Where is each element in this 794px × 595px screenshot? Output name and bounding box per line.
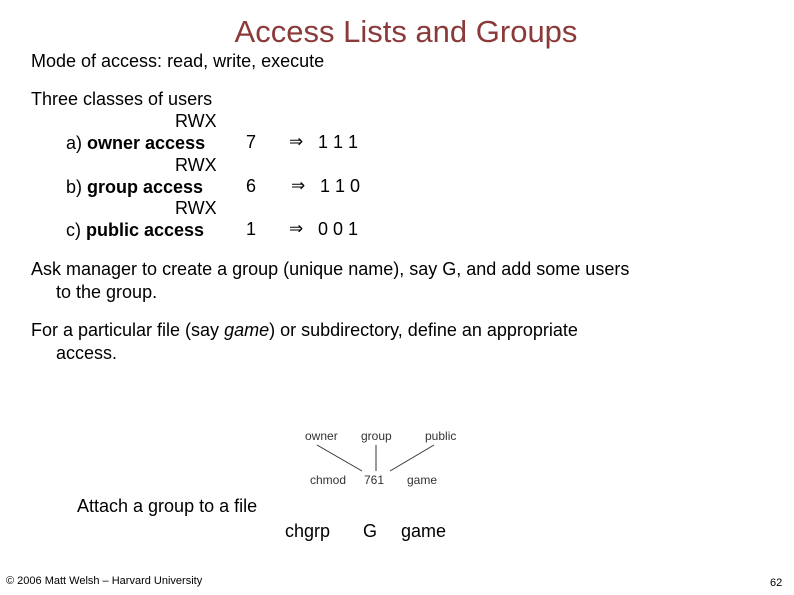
class-public: [66, 219, 204, 241]
diagram-file-label: game: [407, 473, 438, 487]
file-access-example: game: [224, 320, 270, 340]
rwx-header-public: RWX: [175, 198, 217, 218]
file-access-post: ) or subdirectory, define an appropriate: [269, 320, 578, 340]
slide-title: [0, 14, 794, 50]
ask-manager-line1: Ask manager to create a group (unique name), say G, and add some users: [31, 259, 630, 279]
diagram-mode-value: 761: [364, 473, 385, 487]
class-name: group access: [87, 177, 204, 197]
rwx-header-owner: RWX: [175, 111, 217, 131]
file-access-pre: For a particular file (say: [31, 320, 225, 340]
implies-arrow-icon: ⇒: [289, 219, 304, 238]
diagram-public-label: public: [425, 429, 457, 443]
file-access-line2: access.: [56, 343, 118, 363]
class-name: owner access: [87, 133, 206, 153]
chgrp-group: G: [363, 521, 378, 541]
class-bits-owner: 1 1 1: [318, 132, 359, 152]
page-number: 62: [770, 577, 783, 589]
rwx-header-group: RWX: [175, 155, 217, 175]
classes-heading: Three classes of users: [31, 89, 213, 109]
footer-copyright: © 2006 Matt Welsh – Harvard University: [6, 575, 203, 587]
class-value-group: 6: [246, 176, 257, 196]
class-group: [66, 176, 203, 198]
class-value-owner: 7: [246, 132, 257, 152]
chgrp-file: game: [401, 521, 447, 541]
class-value-public: 1: [246, 219, 257, 239]
diagram-group-label: group: [361, 429, 392, 443]
chgrp-command: chgrp: [285, 521, 331, 541]
diagram-chmod-label: chmod: [310, 473, 347, 487]
diagram-owner-label: owner: [305, 429, 338, 443]
mode-line: Mode of access: read, write, execute: [31, 51, 325, 71]
class-bits-public: 0 0 1: [318, 219, 359, 239]
class-bits-group: 1 1 0: [320, 176, 361, 196]
owner-connector: [317, 445, 362, 471]
ask-manager-line2: to the group.: [56, 282, 158, 302]
implies-arrow-icon: ⇒: [289, 132, 304, 151]
class-prefix: c): [66, 220, 86, 240]
attach-group-line: Attach a group to a file: [77, 496, 258, 516]
class-prefix: a): [66, 133, 88, 153]
class-name: public access: [86, 220, 205, 240]
class-owner: [66, 132, 205, 154]
implies-arrow-icon: ⇒: [291, 176, 306, 195]
slide-title-text: Access Lists and Groups: [234, 14, 578, 49]
file-access-line1: [31, 319, 578, 341]
class-prefix: b): [66, 177, 88, 197]
public-connector: [390, 445, 434, 471]
